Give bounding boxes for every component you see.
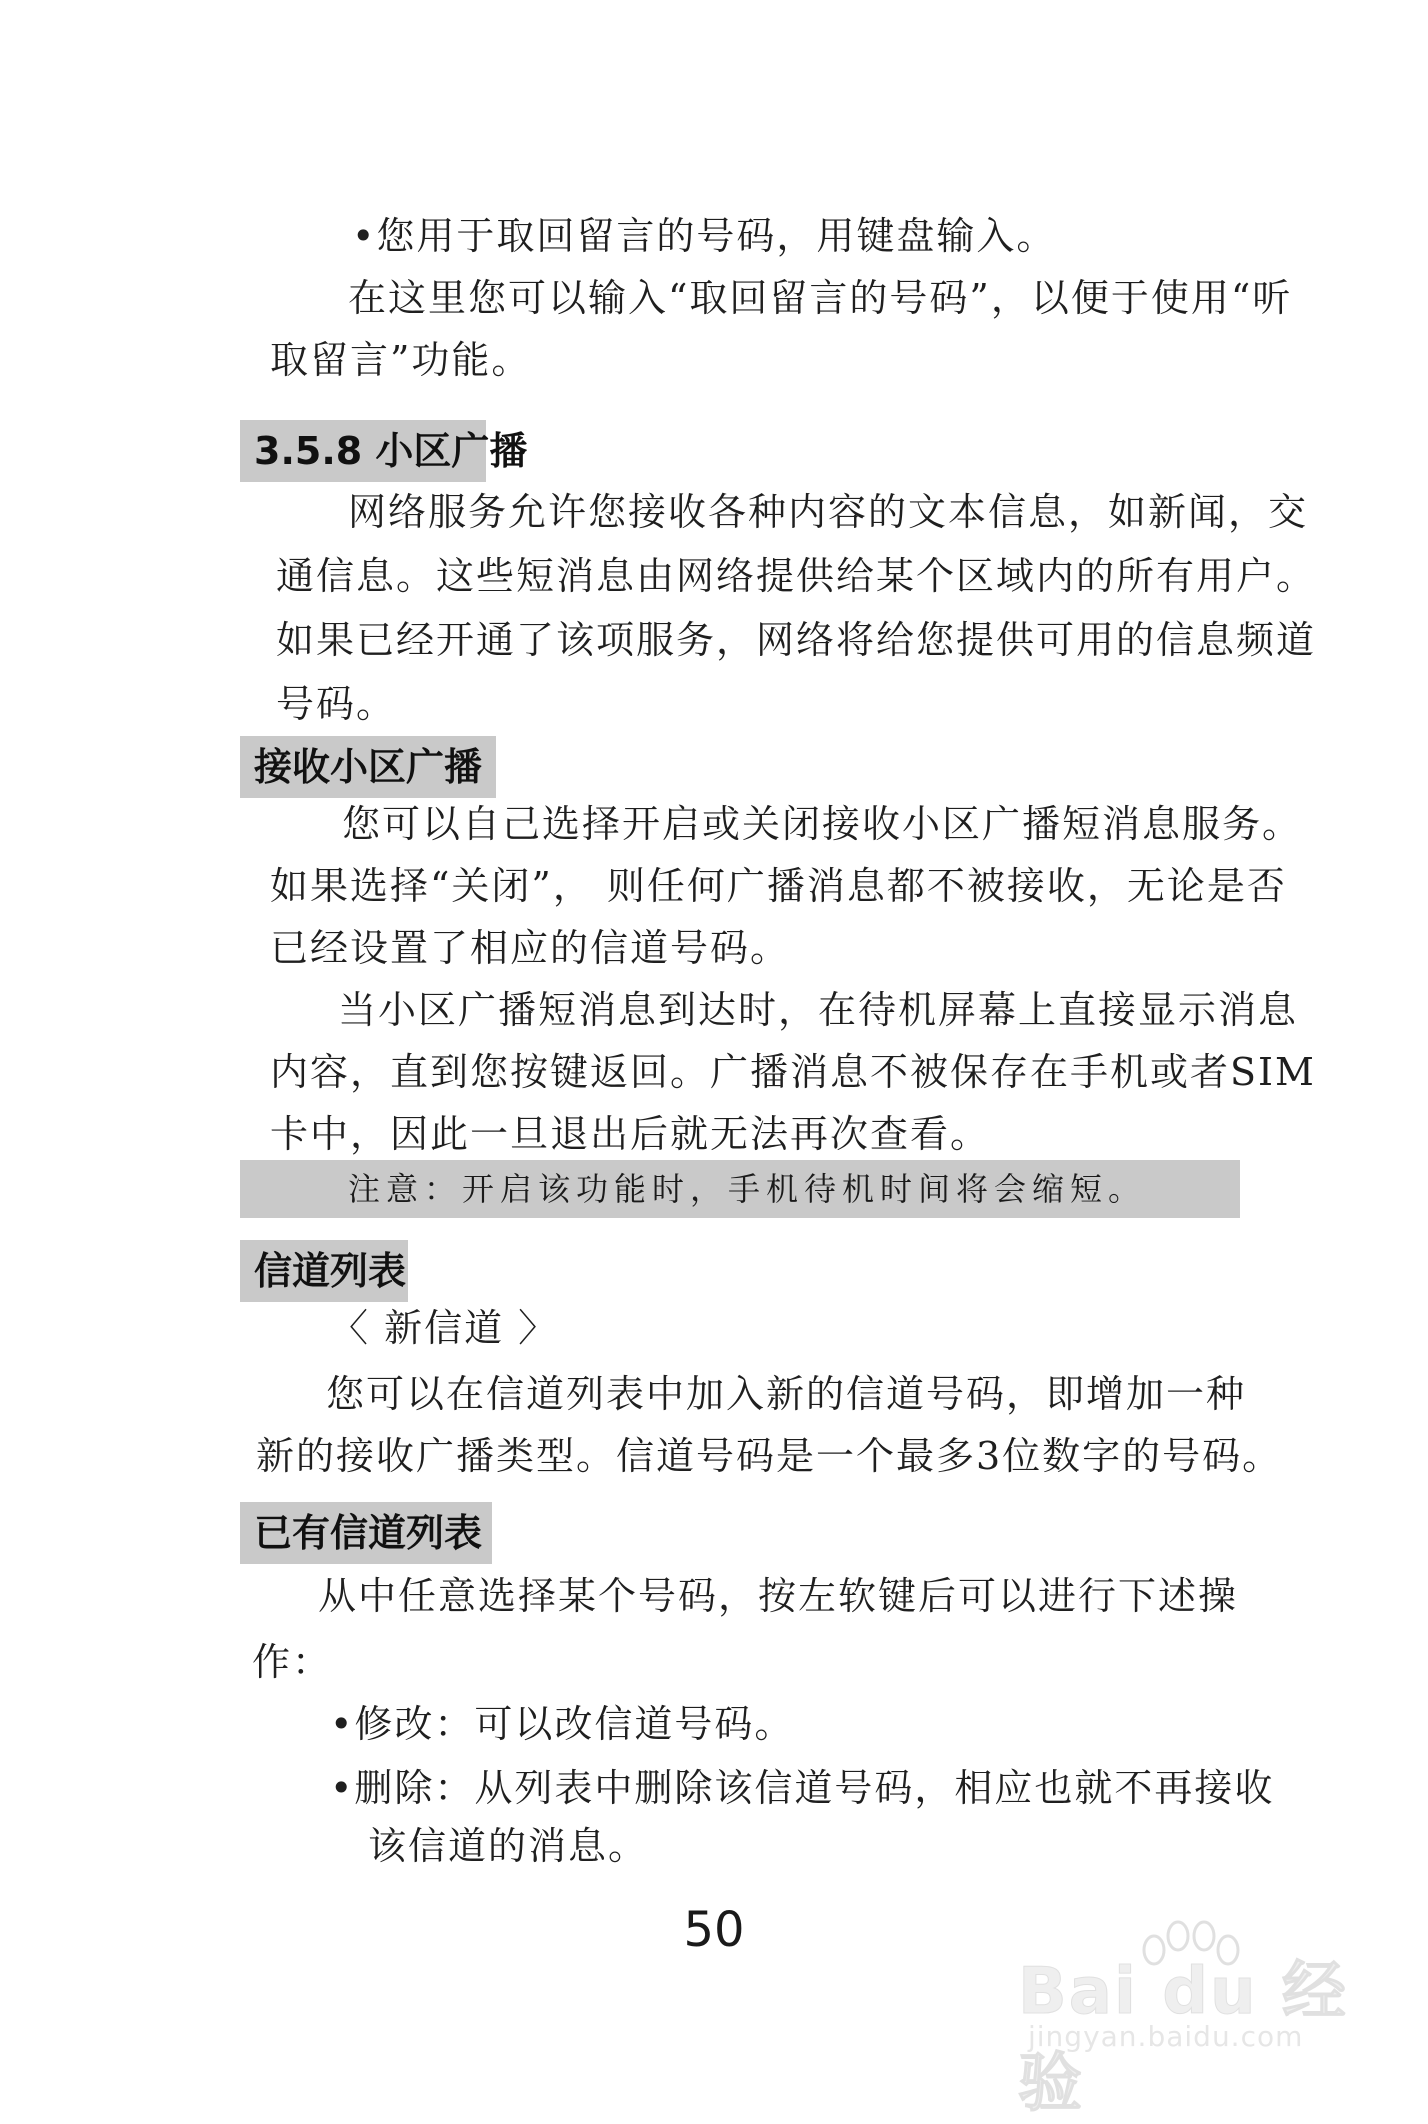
- paragraph-line: 您可以在信道列表中加入新的信道号码，即增加一种: [326, 1372, 1247, 1416]
- section-heading-3-5-8: 3.5.8 小区广播: [240, 420, 486, 482]
- intro-bullet: •您用于取回留言的号码，用键盘输入。: [352, 214, 1057, 258]
- paragraph-line: 通信息。这些短消息由网络提供给某个区域内的所有用户。: [276, 554, 1317, 598]
- intro-paragraph-line: 取留言”功能。: [270, 338, 532, 382]
- paragraph-line: 如果选择“关闭”， 则任何广播消息都不被接收，无论是否: [270, 864, 1287, 908]
- paragraph-line: 作：: [252, 1640, 333, 1684]
- bullet-item: •删除：从列表中删除该信道号码，相应也就不再接收: [330, 1766, 1275, 1810]
- bullet-item-continuation: 该信道的消息。: [368, 1824, 649, 1868]
- paragraph-line: 已经设置了相应的信道号码。: [270, 926, 791, 970]
- section-heading-channel-list: 信道列表: [240, 1240, 408, 1302]
- watermark-logo: Bai du 经验: [1018, 1955, 1348, 2121]
- paragraph-line: 从中任意选择某个号码，按左软键后可以进行下述操: [318, 1574, 1239, 1618]
- paragraph-line: 当小区广播短消息到达时，在待机屏幕上直接显示消息: [338, 988, 1299, 1032]
- paragraph-line: 卡中，因此一旦退出后就无法再次查看。: [270, 1112, 991, 1156]
- section-heading-receive-broadcast: 接收小区广播: [240, 736, 496, 798]
- paragraph-line: 网络服务允许您接收各种内容的文本信息，如新闻，交: [348, 490, 1309, 534]
- watermark-url: jingyan.baidu.com: [1028, 2020, 1304, 2053]
- paragraph-line: 如果已经开通了该项服务，网络将给您提供可用的信息频道: [276, 618, 1317, 662]
- baidu-watermark: [1018, 1920, 1378, 2121]
- sub-item-new-channel: 〈 新信道 〉: [330, 1306, 559, 1350]
- section-heading-existing-channels: 已有信道列表: [240, 1502, 492, 1564]
- note-text: 注意：开启该功能时，手机待机时间将会缩短。: [348, 1170, 1147, 1208]
- paragraph-line: 新的接收广播类型。信道号码是一个最多3位数字的号码。: [256, 1434, 1283, 1478]
- note-box: [240, 1160, 1240, 1218]
- page-number: 50: [683, 1902, 745, 1958]
- bullet-item: •修改：可以改信道号码。: [330, 1702, 795, 1746]
- paragraph-line: 您可以自己选择开启或关闭接收小区广播短消息服务。: [342, 802, 1303, 846]
- paragraph-line: 号码。: [276, 682, 397, 726]
- paragraph-line: 内容，直到您按键返回。广播消息不被保存在手机或者SIM: [270, 1050, 1316, 1094]
- intro-paragraph-line: 在这里您可以输入“取回留言的号码”，以便于使用“听: [348, 276, 1293, 320]
